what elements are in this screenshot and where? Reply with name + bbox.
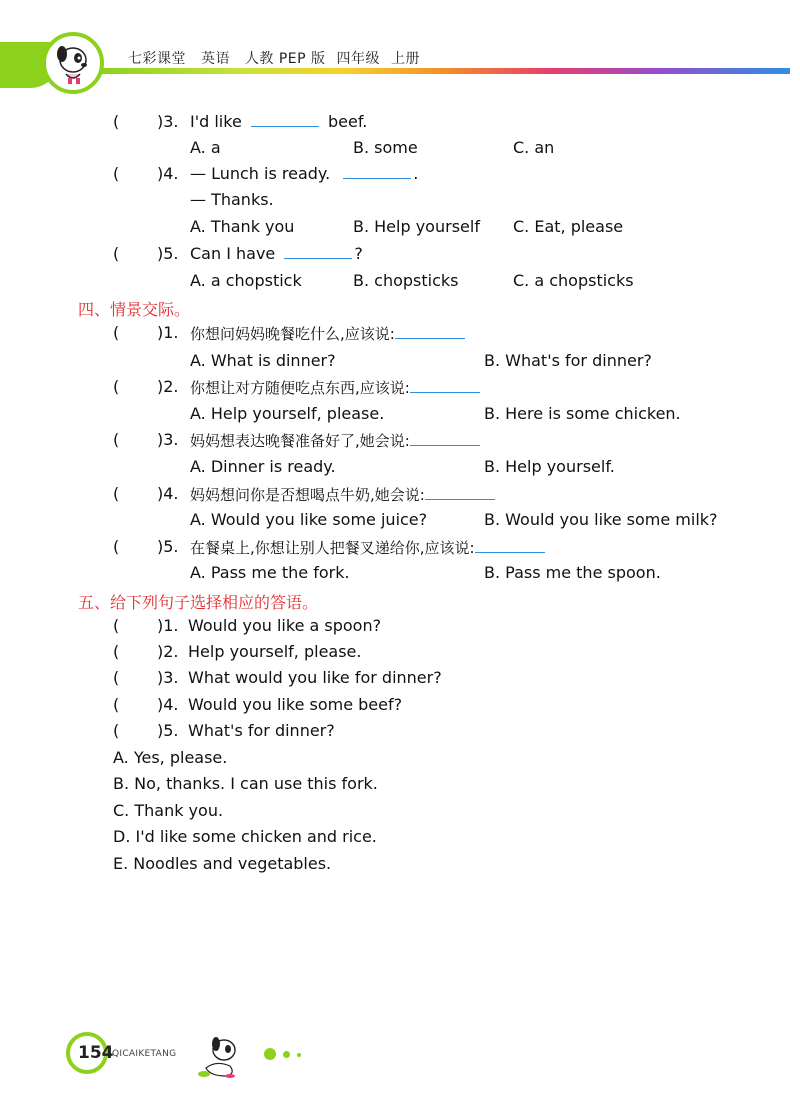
decor-dot — [283, 1051, 290, 1058]
dialog-line-1: — Lunch is ready. — [190, 164, 331, 183]
answer-paren: ( — [113, 484, 120, 503]
scenario-text — [190, 377, 480, 398]
question-number: )2. — [157, 377, 179, 396]
option-b: B. What's for dinner? — [484, 351, 652, 370]
edition-name: 人教 PEP 版 — [244, 51, 326, 67]
header-rainbow-bar — [100, 68, 790, 74]
subject-name: 英语 — [200, 51, 230, 67]
option-c: C. an — [513, 138, 555, 157]
option-a: A. Help yourself, please. — [190, 404, 385, 423]
footer-brand: QICAIKETANG — [112, 1049, 177, 1059]
series-name: 七彩课堂 — [128, 51, 186, 67]
question-number: )4. — [157, 164, 179, 183]
answer-paren: ( — [113, 668, 120, 687]
decor-dot — [264, 1048, 276, 1060]
answer-blank[interactable] — [395, 324, 465, 339]
scenario-text-content: 你想问妈妈晚餐吃什么,应该说: — [190, 325, 395, 343]
answer-paren: ( — [113, 642, 120, 661]
option-a: A. What is dinner? — [190, 351, 336, 370]
question-number: )4. — [157, 695, 179, 714]
answer-paren: ( — [113, 616, 120, 635]
question-end: . — [413, 164, 419, 183]
question-number: )1. — [157, 323, 179, 342]
scenario-text-content: 你想让对方随便吃点东西,应该说: — [190, 379, 410, 397]
answer-blank[interactable] — [475, 538, 545, 553]
answer-choice: E. Noodles and vegetables. — [113, 854, 332, 873]
option-b: B. chopsticks — [353, 271, 459, 290]
question-number: )3. — [157, 668, 179, 687]
answer-choice: D. I'd like some chicken and rice. — [113, 827, 377, 846]
question-number: )5. — [157, 244, 179, 263]
question-number: )3. — [157, 112, 179, 131]
scenario-text — [190, 323, 465, 344]
option-b: B. some — [353, 138, 418, 157]
answer-choice: B. No, thanks. I can use this fork. — [113, 774, 378, 793]
answer-paren: ( — [113, 323, 120, 342]
dialog-line-2: — Thanks. — [190, 190, 274, 209]
answer-paren: ( — [113, 430, 120, 449]
option-a: A. Dinner is ready. — [190, 457, 336, 476]
question-text-before: I'd like — [190, 112, 242, 131]
question-text — [190, 164, 418, 183]
answer-paren: ( — [113, 112, 120, 131]
section-title-4: 四、情景交际。 — [78, 300, 191, 319]
page-header — [0, 0, 800, 100]
question-text-after: beef. — [327, 112, 368, 131]
question-text-before: Can I have — [190, 244, 276, 263]
scenario-text-content: 妈妈想问你是否想喝点牛奶,她会说: — [190, 486, 425, 504]
question-number: )5. — [157, 721, 179, 740]
question-text: Help yourself, please. — [188, 642, 362, 661]
answer-paren: ( — [113, 244, 120, 263]
option-b: B. Here is some chicken. — [484, 404, 681, 423]
option-b: B. Help yourself — [353, 217, 480, 236]
answer-blank[interactable] — [343, 164, 411, 179]
question-text: Would you like a spoon? — [188, 616, 382, 635]
mascot-logo — [42, 32, 104, 94]
scenario-text-content: 在餐桌上,你想让别人把餐叉递给你,应该说: — [190, 539, 475, 557]
option-a: A. Thank you — [190, 217, 295, 236]
option-a: A. a — [190, 138, 221, 157]
question-number: )4. — [157, 484, 179, 503]
option-b: B. Help yourself. — [484, 457, 615, 476]
answer-choice: A. Yes, please. — [113, 748, 228, 767]
option-b: B. Pass me the spoon. — [484, 563, 661, 582]
dog-mascot-icon — [48, 38, 98, 88]
footer-dog-icon — [196, 1030, 246, 1080]
scenario-text-content: 妈妈想表达晚餐准备好了,她会说: — [190, 432, 410, 450]
answer-choice: C. Thank you. — [113, 801, 224, 820]
decor-dot — [297, 1053, 301, 1057]
answer-paren: ( — [113, 695, 120, 714]
option-a: A. Would you like some juice? — [190, 510, 428, 529]
answer-blank[interactable] — [425, 485, 495, 500]
question-text — [190, 112, 367, 131]
question-text: Would you like some beef? — [188, 695, 403, 714]
answer-blank[interactable] — [251, 112, 319, 127]
option-c: C. Eat, please — [513, 217, 624, 236]
answer-blank[interactable] — [284, 244, 352, 259]
option-b: B. Would you like some milk? — [484, 510, 718, 529]
question-text-after: ? — [354, 244, 363, 263]
answer-paren: ( — [113, 377, 120, 396]
scenario-text — [190, 430, 480, 451]
option-a: A. a chopstick — [190, 271, 302, 290]
volume-name: 上册 — [390, 51, 420, 67]
answer-paren: ( — [113, 164, 120, 183]
question-text: What would you like for dinner? — [188, 668, 442, 687]
answer-blank[interactable] — [410, 431, 480, 446]
section-title-5: 五、给下列句子选择相应的答语。 — [78, 593, 319, 612]
scenario-text — [190, 484, 495, 505]
page-number: 154 — [78, 1043, 114, 1063]
question-number: )1. — [157, 616, 179, 635]
answer-paren: ( — [113, 721, 120, 740]
header-title — [128, 48, 430, 68]
grade-name: 四年级 — [336, 51, 380, 67]
option-a: A. Pass me the fork. — [190, 563, 350, 582]
question-text: What's for dinner? — [188, 721, 335, 740]
question-number: )3. — [157, 430, 179, 449]
option-c: C. a chopsticks — [513, 271, 634, 290]
question-number: )5. — [157, 537, 179, 556]
question-number: )2. — [157, 642, 179, 661]
answer-blank[interactable] — [410, 378, 480, 393]
question-text — [190, 244, 363, 263]
answer-paren: ( — [113, 537, 120, 556]
scenario-text — [190, 537, 545, 558]
